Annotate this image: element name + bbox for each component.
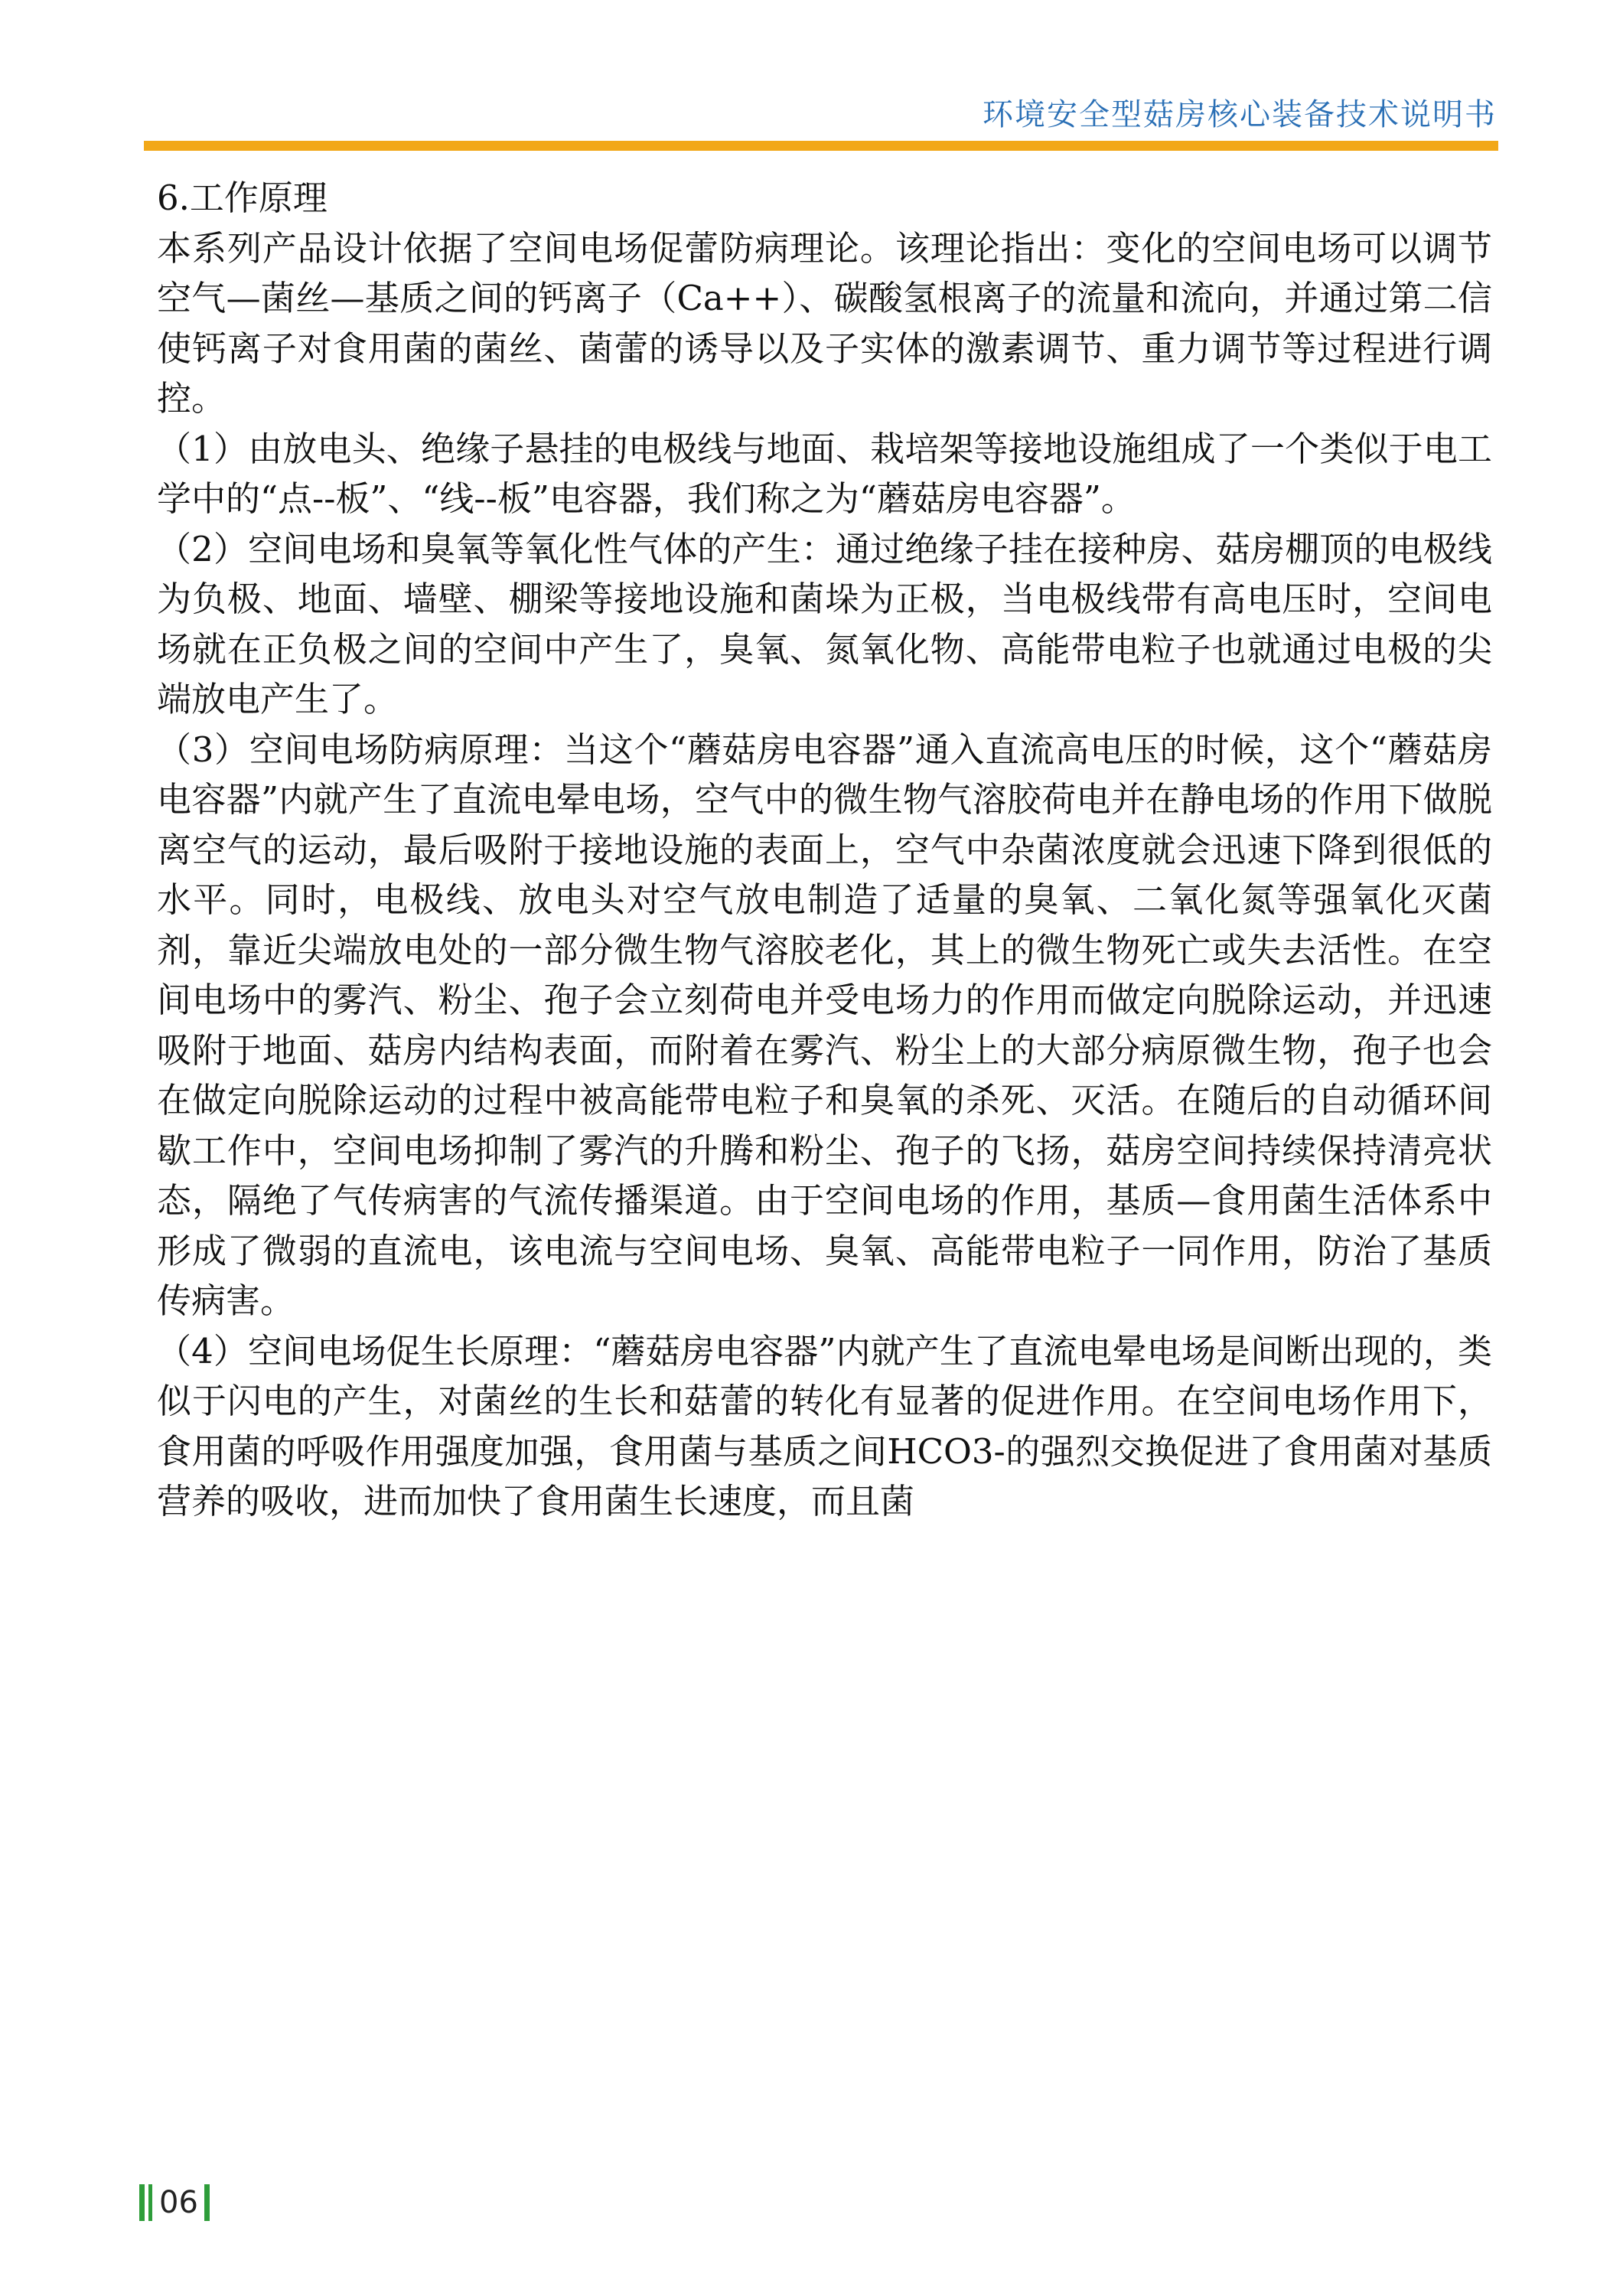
footer-bar-left-thin xyxy=(148,2184,152,2221)
paragraph-intro: 本系列产品设计依据了空间电场促蕾防病理论。该理论指出：变化的空间电场可以调节空气—菌丝—基质之间的钙离子（Ca++）、碳酸氢根离子的流量和流向，并通过第二信使钙离子对食用菌的菌丝、菌蕾的诱导以及子实体的激素调节、重力调节等过程进行调控。 xyxy=(157,227,1492,419)
page-number: 06 xyxy=(159,2185,198,2220)
paragraph-point-2: （2）空间电场和臭氧等氧化性气体的产生：通过绝缘子挂在接种房、菇房棚顶的电极线为负极、地面、墙壁、棚梁等接地设施和菌垛为正极，当电极线带有高电压时，空间电场就在正负极之间的空间中产生了，臭氧、氮氧化物、高能带电粒子也就通过电极的尖端放电产生了。 xyxy=(157,528,1492,719)
footer-bar-right xyxy=(204,2184,210,2221)
paragraph-point-4: （4）空间电场促生长原理：“蘑菇房电容器”内就产生了直流电晕电场是间断出现的，类似于闪电的产生，对菌丝的生长和菇蕾的转化有显著的促进作用。在空间电场作用下，食用菌的呼吸作用强度加强，食用菌与基质之间HCO3-的强烈交换促进了食用菌对基质营养的吸收，进而加快了食用菌生长速度，而且菌 xyxy=(157,1330,1492,1521)
footer-bar-left xyxy=(139,2184,145,2221)
page-footer xyxy=(139,2183,213,2223)
section-heading: 6.工作原理 xyxy=(157,178,328,218)
paragraph-point-1: （1）由放电头、绝缘子悬挂的电极线与地面、栽培架等接地设施组成了一个类似于电工学中的“点--板”、“线--板”电容器，我们称之为“蘑菇房电容器”。 xyxy=(157,428,1492,519)
paragraph-point-3: （3）空间电场防病原理：当这个“蘑菇房电容器”通入直流高电压的时候，这个“蘑菇房电容器”内就产生了直流电晕电场，空气中的微生物气溶胶荷电并在静电场的作用下做脱离空气的运动，最后吸附于接地设施的表面上，空气中杂菌浓度就会迅速下降到很低的水平。同时，电极线、放电头对空气放电制造了适量的臭氧、二氧化氮等强氧化灭菌剂，靠近尖端放电处的一部分微生物气溶胶老化，其上的微生物死亡或失去活性。在空间电场中的雾汽、粉尘、孢子会立刻荷电并受电场力的作用而做定向脱除运动，并迅速吸附于地面、菇房内结构表面，而附着在雾汽、粉尘上的大部分病原微生物，孢子也会在做定向脱除运动的过程中被高能带电粒子和臭氧的杀死、灭活。在随后的自动循环间歇工作中，空间电场抑制了雾汽的升腾和粉尘、孢子的飞扬，菇房空间持续保持清亮状态，隔绝了气传病害的气流传播渠道。由于空间电场的作用，基质—食用菌生活体系中形成了微弱的直流电，该电流与空间电场、臭氧、高能带电粒子一同作用，防治了基质传病害。 xyxy=(157,729,1492,1321)
main-content xyxy=(157,173,1492,1527)
header-divider xyxy=(144,141,1498,151)
document-title: 环境安全型菇房核心装备技术说明书 xyxy=(983,97,1497,132)
